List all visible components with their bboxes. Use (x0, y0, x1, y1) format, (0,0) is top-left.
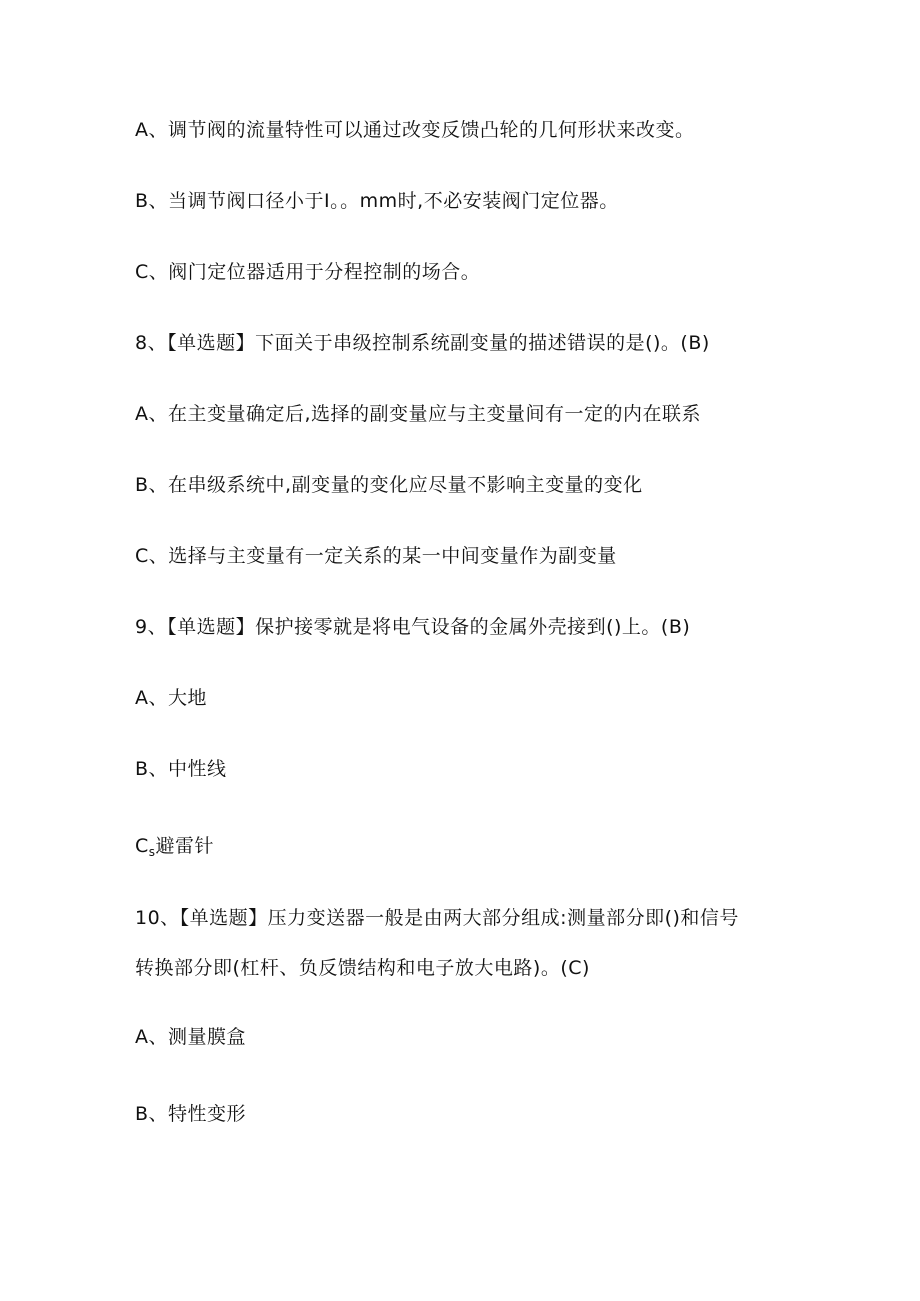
q7-option-b: B、当调节阀口径小于I。。mm时,不必安装阀门定位器。 (135, 190, 619, 212)
question-10-line-2: 转换部分即(杠杆、负反馈结构和电子放大电路)。(C) (135, 957, 590, 979)
q7-option-c: C、阀门定位器适用于分程控制的场合。 (135, 261, 481, 283)
question-8: 8、【单选题】下面关于串级控制系统副变量的描述错误的是()。(B) (135, 332, 710, 354)
q7-option-a: A、调节阀的流量特性可以通过改变反馈凸轮的几何形状来改变。 (135, 119, 695, 141)
q9-option-c-letter: C (135, 835, 149, 857)
q9-option-c-subscript: s (148, 845, 156, 859)
q9-option-a: A、大地 (135, 687, 207, 709)
q8-option-c: C、选择与主变量有一定关系的某一中间变量作为副变量 (135, 545, 617, 567)
q9-option-c (135, 833, 214, 861)
q8-option-a: A、在主变量确定后,选择的副变量应与主变量间有一定的内在联系 (135, 403, 702, 425)
q10-option-b: B、特性变形 (135, 1103, 247, 1125)
q9-option-c-text: 避雷针 (155, 835, 215, 857)
q8-option-b: B、在串级系统中,副变量的变化应尽量不影响主变量的变化 (135, 474, 643, 496)
question-10-line-1: 10、【单选题】压力变送器一般是由两大部分组成:测量部分即()和信号 (135, 907, 739, 929)
q10-option-a: A、测量膜盒 (135, 1026, 246, 1048)
question-9: 9、【单选题】保护接零就是将电气设备的金属外壳接到()上。(B) (135, 616, 691, 638)
q9-option-b: B、中性线 (135, 758, 227, 780)
